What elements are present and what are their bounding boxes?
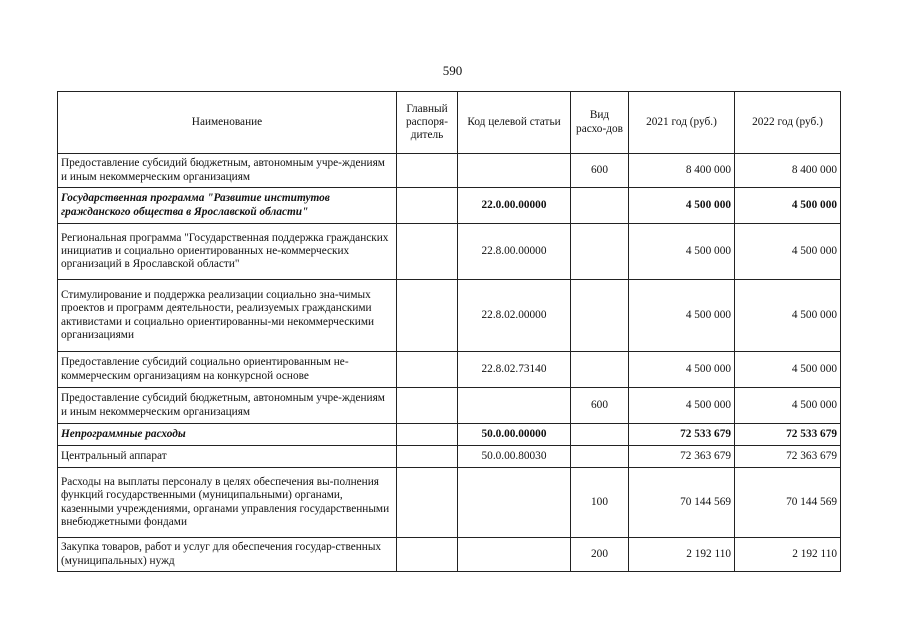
cell-type: 600: [571, 154, 629, 188]
cell-name: Стимулирование и поддержка реализации социально зна-чимых проектов и программ деятельности, реализуемых гражданскими активистами и социально ориентированны-ми некоммерческими организациями: [58, 280, 397, 352]
cell-name: Расходы на выплаты персоналу в целях обеспечения вы-полнения функций государственными (муниципальными) органами, казенными учреждениями, органами управления государственными внебюджетными фондами: [58, 468, 397, 538]
cell-2021: 70 144 569: [629, 468, 735, 538]
cell-name: Региональная программа "Государственная поддержка гражданских инициатив и социально ориентированных не-коммерческих организаций в Ярославской области": [58, 224, 397, 280]
table-row: [58, 424, 841, 446]
cell-name: Предоставление субсидий социально ориентированным не-коммерческим организациям на конкурсной основе: [58, 352, 397, 388]
cell-type: [571, 188, 629, 224]
table-header-row: [58, 92, 841, 154]
cell-admin: [397, 224, 458, 280]
cell-code: 22.8.00.00000: [458, 224, 571, 280]
cell-2021: 72 363 679: [629, 446, 735, 468]
cell-type: 600: [571, 388, 629, 424]
cell-admin: [397, 188, 458, 224]
cell-2022: 72 533 679: [735, 424, 841, 446]
table-row: [58, 388, 841, 424]
cell-2022: 4 500 000: [735, 352, 841, 388]
table-row: [58, 538, 841, 572]
header-code: Код целевой статьи: [458, 92, 571, 154]
cell-admin: [397, 446, 458, 468]
header-type: Вид расхо-дов: [571, 92, 629, 154]
cell-name: Непрограммные расходы: [58, 424, 397, 446]
cell-type: 100: [571, 468, 629, 538]
table-row: [58, 446, 841, 468]
cell-code: [458, 154, 571, 188]
cell-admin: [397, 538, 458, 572]
cell-2022: 4 500 000: [735, 280, 841, 352]
table-row: [58, 280, 841, 352]
cell-2022: 8 400 000: [735, 154, 841, 188]
table-row: [58, 224, 841, 280]
page-number: 590: [442, 63, 463, 78]
cell-admin: [397, 154, 458, 188]
cell-type: 200: [571, 538, 629, 572]
cell-admin: [397, 424, 458, 446]
cell-2021: 4 500 000: [629, 224, 735, 280]
cell-code: 22.0.00.00000: [458, 188, 571, 224]
cell-2021: 4 500 000: [629, 388, 735, 424]
cell-2021: 2 192 110: [629, 538, 735, 572]
cell-type: [571, 424, 629, 446]
cell-2022: 4 500 000: [735, 224, 841, 280]
cell-code: [458, 538, 571, 572]
header-2021: 2021 год (руб.): [629, 92, 735, 154]
cell-2021: 4 500 000: [629, 280, 735, 352]
header-admin: Главный распоря-дитель: [397, 92, 458, 154]
table-row: [58, 468, 841, 538]
cell-2021: 4 500 000: [629, 188, 735, 224]
header-name: Наименование: [58, 92, 397, 154]
cell-name: Предоставление субсидий бюджетным, автономным учре-ждениям и иным некоммерческим организациям: [58, 388, 397, 424]
cell-2021: 8 400 000: [629, 154, 735, 188]
cell-name: Центральный аппарат: [58, 446, 397, 468]
table-row: [58, 154, 841, 188]
budget-table: [57, 91, 841, 572]
cell-2022: 72 363 679: [735, 446, 841, 468]
table-row: [58, 188, 841, 224]
cell-type: [571, 446, 629, 468]
cell-admin: [397, 388, 458, 424]
cell-code: 22.8.02.73140: [458, 352, 571, 388]
cell-name: Закупка товаров, работ и услуг для обеспечения государ-ственных (муниципальных) нужд: [58, 538, 397, 572]
cell-2022: 70 144 569: [735, 468, 841, 538]
cell-admin: [397, 468, 458, 538]
cell-2021: 72 533 679: [629, 424, 735, 446]
cell-2022: 4 500 000: [735, 388, 841, 424]
cell-admin: [397, 280, 458, 352]
cell-code: [458, 388, 571, 424]
cell-2022: 4 500 000: [735, 188, 841, 224]
cell-2021: 4 500 000: [629, 352, 735, 388]
cell-code: [458, 468, 571, 538]
cell-type: [571, 280, 629, 352]
cell-name: Предоставление субсидий бюджетным, автономным учре-ждениям и иным некоммерческим организациям: [58, 154, 397, 188]
cell-2022: 2 192 110: [735, 538, 841, 572]
cell-type: [571, 224, 629, 280]
cell-code: 50.0.00.00000: [458, 424, 571, 446]
cell-code: 22.8.02.00000: [458, 280, 571, 352]
cell-code: 50.0.00.80030: [458, 446, 571, 468]
table-row: [58, 352, 841, 388]
cell-admin: [397, 352, 458, 388]
table-body: [58, 154, 841, 572]
header-2022: 2022 год (руб.): [735, 92, 841, 154]
cell-name: Государственная программа "Развитие институтов гражданского общества в Ярославской области": [58, 188, 397, 224]
cell-type: [571, 352, 629, 388]
